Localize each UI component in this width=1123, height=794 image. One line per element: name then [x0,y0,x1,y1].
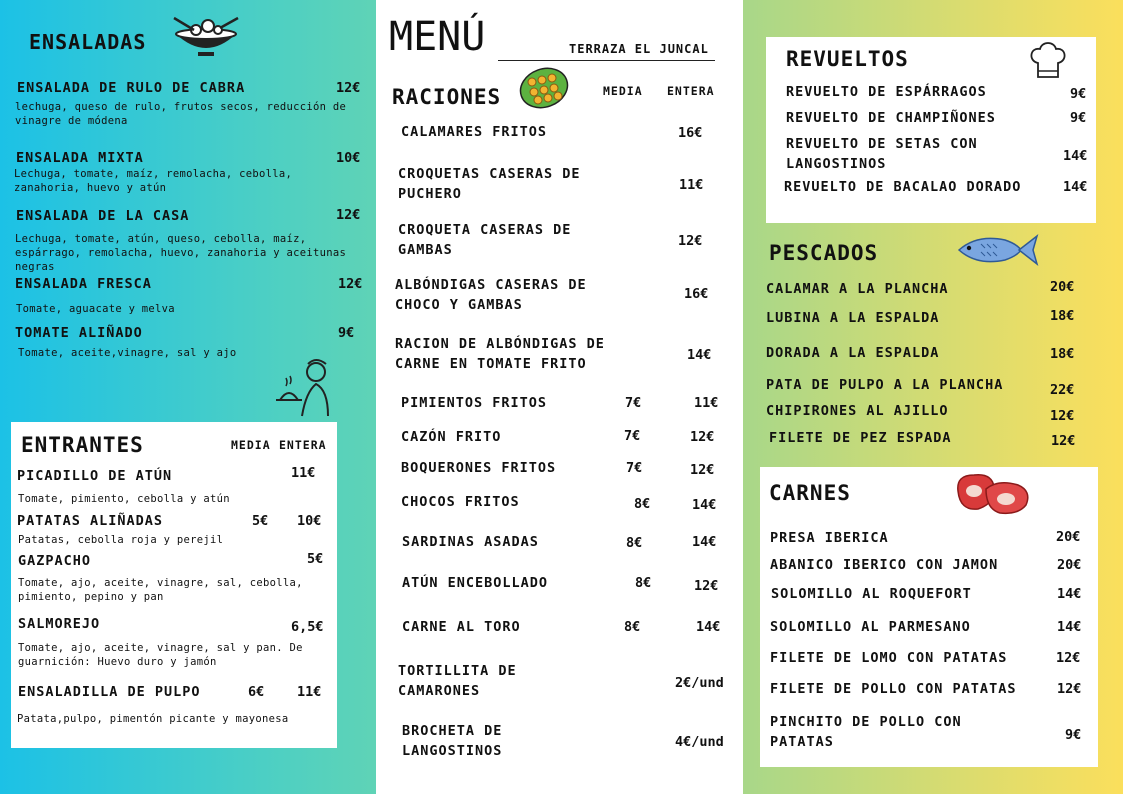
racion-name-4: RACION DE ALBÓNDIGAS DE CARNE EN TOMATE FRITO [395,336,605,372]
entrante-desc-1: Patatas, cebolla roja y perejil [18,534,224,546]
ensalada-name-1: ENSALADA MIXTA [16,150,144,166]
carnes-title: CARNES [769,481,851,505]
racion-name-7: BOQUERONES FRITOS [401,460,557,476]
pescado-price-1: 18€ [1050,308,1075,324]
racion-entera-11: 14€ [696,619,721,635]
pescado-price-0: 20€ [1050,279,1075,295]
revueltos-title: REVUELTOS [786,47,909,71]
raciones-col-entera: ENTERA [667,84,715,98]
ensalada-price-2: 12€ [336,207,361,223]
revuelto-name-3: REVUELTO DE BACALAO DORADO [784,179,1022,195]
racion-name-8: CHOCOS FRITOS [401,494,520,510]
racion-entera-13: 4€/und [675,734,724,750]
entrante-media-1: 5€ [252,513,269,529]
entrantes-col-media: MEDIA [231,438,271,452]
entrante-desc-0: Tomate, pimiento, cebolla y atún [18,493,230,505]
racion-media-8: 8€ [634,496,651,512]
entrantes-col-entera: ENTERA [279,438,327,452]
revuelto-price-1: 9€ [1070,110,1087,126]
racion-name-0: CALAMARES FRITOS [401,124,548,140]
pescado-name-0: CALAMAR A LA PLANCHA [766,281,949,297]
ensalada-price-3: 12€ [338,276,363,292]
racion-entera-8: 14€ [692,497,717,513]
racion-media-11: 8€ [624,619,641,635]
revueltos-box [766,37,1096,223]
racion-name-11: CARNE AL TORO [402,619,521,635]
racion-media-6: 7€ [624,428,641,444]
entrante-name-4: ENSALADILLA DE PULPO [18,684,201,700]
racion-entera-10: 12€ [694,578,719,594]
carne-price-6: 9€ [1065,727,1082,743]
racion-name-1: CROQUETAS CASERAS DE PUCHERO [398,166,581,202]
croquettes-plate-icon [518,66,570,114]
right-panel [743,0,1123,794]
pescado-name-4: CHIPIRONES AL AJILLO [766,403,949,419]
pescado-name-1: LUBINA A LA ESPALDA [766,310,940,326]
pescados-title: PESCADOS [769,241,879,265]
restaurant-name: TERRAZA EL JUNCAL [569,42,709,56]
revuelto-name-1: REVUELTO DE CHAMPIÑONES [786,110,996,126]
carne-name-1: ABANICO IBERICO CON JAMON [770,557,999,573]
racion-media-5: 7€ [625,395,642,411]
revuelto-price-0: 9€ [1070,86,1087,102]
racion-name-3: ALBÓNDIGAS CASERAS DE CHOCO Y GAMBAS [395,277,587,313]
racion-name-10: ATÚN ENCEBOLLADO [402,575,549,591]
revuelto-price-2: 14€ [1063,148,1088,164]
racion-entera-7: 12€ [690,462,715,478]
racion-entera-2: 12€ [678,233,703,249]
racion-entera-3: 16€ [684,286,709,302]
pescado-price-3: 22€ [1050,382,1075,398]
ensalada-desc-3: Tomate, aguacate y melva [16,303,175,315]
carne-name-0: PRESA IBERICA [770,530,889,546]
racion-name-12: TORTILLITA DE CAMARONES [398,663,517,699]
ensalada-desc-2: Lechuga, tomate, atún, queso, cebolla, maíz, espárrago, remolacha, huevo, zanahoria y aceitunas negras [15,233,347,273]
entrantes-box [11,422,337,748]
entrantes-title: ENTRANTES [21,433,144,457]
entrante-entera-0: 11€ [291,465,316,481]
carne-price-1: 20€ [1057,557,1082,573]
carne-price-4: 12€ [1056,650,1081,666]
chef-hat-icon [1028,39,1068,87]
ensalada-price-4: 9€ [338,325,355,341]
entrante-name-1: PATATAS ALIÑADAS [17,513,164,529]
carne-name-4: FILETE DE LOMO CON PATATAS [770,650,1008,666]
entrante-entera-4: 11€ [297,684,322,700]
pescado-price-2: 18€ [1050,346,1075,362]
pescado-name-2: DORADA A LA ESPALDA [766,345,940,361]
pescado-name-3: PATA DE PULPO A LA PLANCHA [766,377,1004,393]
entrante-entera-1: 10€ [297,513,322,529]
entrante-name-2: GAZPACHO [18,553,92,569]
entrante-name-3: SALMOREJO [18,616,101,632]
carne-name-5: FILETE DE POLLO CON PATATAS [770,681,1017,697]
racion-entera-9: 14€ [692,534,717,550]
racion-media-7: 7€ [626,460,643,476]
carne-name-2: SOLOMILLO AL ROQUEFORT [771,586,972,602]
pescado-price-4: 12€ [1050,408,1075,424]
raciones-col-media: MEDIA [603,84,643,98]
ensalada-price-1: 10€ [336,150,361,166]
ensalada-name-4: TOMATE ALIÑADO [15,325,143,341]
racion-name-6: CAZÓN FRITO [401,429,502,445]
racion-media-10: 8€ [635,575,652,591]
entrante-name-0: PICADILLO DE ATÚN [17,468,173,484]
carne-price-0: 20€ [1056,529,1081,545]
racion-name-2: CROQUETA CASERAS DE GAMBAS [398,222,572,258]
left-panel [0,0,376,794]
ensalada-name-0: ENSALADA DE RULO DE CABRA [17,80,246,96]
pescado-name-5: FILETE DE PEZ ESPADA [769,430,952,446]
carne-price-5: 12€ [1057,681,1082,697]
revuelto-price-3: 14€ [1063,179,1088,195]
carnes-box [760,467,1098,767]
carne-price-2: 14€ [1057,586,1082,602]
carne-price-3: 14€ [1057,619,1082,635]
racion-media-9: 8€ [626,535,643,551]
racion-name-5: PIMIENTOS FRITOS [401,395,548,411]
racion-entera-4: 14€ [687,347,712,363]
raciones-title: RACIONES [392,85,502,109]
racion-name-13: BROCHETA DE LANGOSTINOS [402,723,503,759]
middle-panel [376,0,743,794]
racion-entera-6: 12€ [690,429,715,445]
carne-name-6: PINCHITO DE POLLO CON PATATAS [770,714,962,750]
racion-name-9: SARDINAS ASADAS [402,534,539,550]
carne-name-3: SOLOMILLO AL PARMESANO [770,619,971,635]
steak-icon [952,469,1034,523]
salad-bowl-icon [170,14,242,66]
racion-entera-0: 16€ [678,125,703,141]
menu-title: MENÚ [389,14,486,60]
waiter-icon [272,356,338,424]
ensalada-name-3: ENSALADA FRESCA [15,276,152,292]
ensalada-price-0: 12€ [336,80,361,96]
entrante-desc-4: Patata,pulpo, pimentón picante y mayonesa [17,713,289,725]
pescado-price-5: 12€ [1051,433,1076,449]
entrante-entera-3: 6,5€ [291,619,324,635]
racion-entera-1: 11€ [679,177,704,193]
entrante-media-4: 6€ [248,684,265,700]
revuelto-name-2: REVUELTO DE SETAS CON LANGOSTINOS [786,136,978,172]
revuelto-name-0: REVUELTO DE ESPÁRRAGOS [786,84,987,100]
ensalada-desc-4: Tomate, aceite,vinagre, sal y ajo [18,347,237,359]
fish-icon [955,230,1039,274]
ensaladas-title: ENSALADAS [29,30,147,54]
ensalada-desc-0: lechuga, queso de rulo, frutos secos, reducción de vinagre de módena [15,101,347,127]
title-underline [498,60,715,61]
entrante-entera-2: 5€ [307,551,324,567]
entrante-desc-2: Tomate, ajo, aceite, vinagre, sal, cebolla, pimiento, pepino y pan [18,577,303,603]
racion-entera-12: 2€/und [675,675,724,691]
racion-entera-5: 11€ [694,395,719,411]
entrante-desc-3: Tomate, ajo, aceite, vinagre, sal y pan. De guarnición: Huevo duro y jamón [18,642,303,668]
ensalada-name-2: ENSALADA DE LA CASA [16,208,190,224]
ensalada-desc-1: Lechuga, tomate, maíz, remolacha, cebolla, zanahoria, huevo y atún [14,168,293,194]
